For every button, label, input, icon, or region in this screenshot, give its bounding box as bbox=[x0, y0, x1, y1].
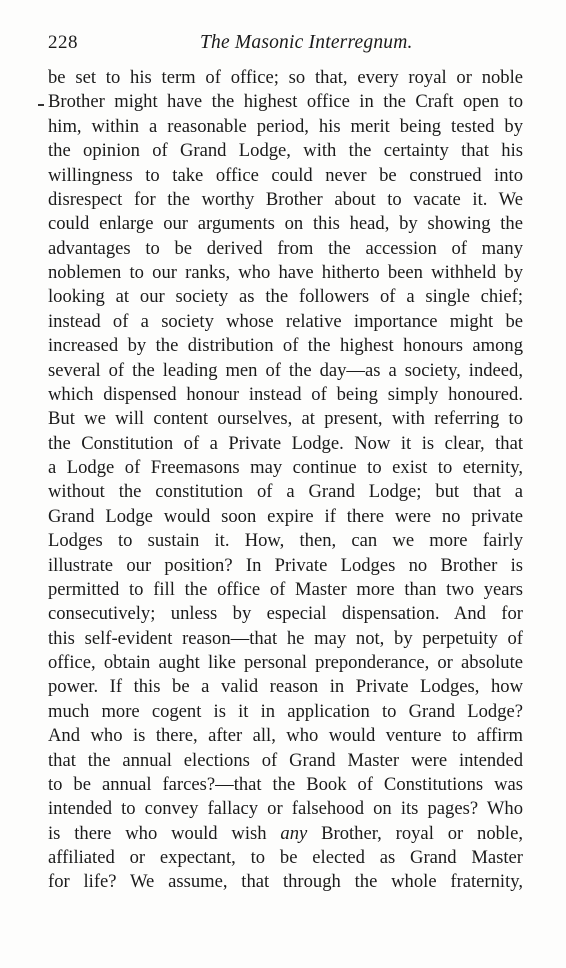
line-segment: is there who would wish bbox=[48, 822, 267, 844]
text-line: a Lodge of Freemasons may continue to exist to eternity, bbox=[48, 457, 523, 478]
text-line: several of the leading men of the day—as a society, indeed, bbox=[48, 359, 523, 381]
text-line: intended to convey fallacy or falsehood on its pages? Who bbox=[48, 798, 523, 820]
page-header bbox=[48, 28, 528, 58]
page-number: 228 bbox=[48, 32, 78, 53]
body-text bbox=[48, 66, 523, 895]
text-line: office, obtain aught like personal preponderance, or absolute bbox=[48, 652, 523, 673]
text-line: disrespect for the worthy Brother about to vacate it. We bbox=[48, 188, 523, 210]
text-line: illustrate our position? In Private Lodges no Brother is bbox=[48, 554, 523, 576]
text-line: him, within a reasonable period, his merit being tested by bbox=[48, 115, 523, 137]
text-line: affiliated or expectant, to be elected as Grand Master bbox=[48, 847, 523, 868]
margin-mark bbox=[38, 104, 44, 106]
text-line: could enlarge our arguments on this head, by showing the bbox=[48, 213, 523, 235]
text-line-with-italic bbox=[48, 822, 523, 846]
running-title: The Masonic Interregnum. bbox=[200, 32, 413, 53]
text-line: the opinion of Grand Lodge, with the certainty that his bbox=[48, 140, 523, 162]
text-line: advantages to be derived from the accession of many bbox=[48, 237, 523, 259]
text-line: much more cogent is it in application to Grand Lodge? bbox=[48, 700, 523, 722]
text-line: consecutively; unless by especial dispensation. And for bbox=[48, 603, 523, 625]
text-line: Brother might have the highest office in the Craft open to bbox=[48, 91, 523, 113]
italic-word: any bbox=[280, 822, 308, 844]
line-segment: Brother, royal or noble, bbox=[321, 822, 523, 844]
text-line: noblemen to our ranks, who have hitherto been withheld by bbox=[48, 262, 523, 283]
text-line: that the annual elections of Grand Master were intended bbox=[48, 749, 523, 771]
text-line: willingness to take office could never be construed into bbox=[48, 164, 523, 186]
text-line: this self-evident reason—that he may not, by perpetuity of bbox=[48, 627, 523, 649]
text-line: looking at our society as the followers of a single chief; bbox=[48, 286, 523, 308]
text-line: for life? We assume, that through the whole fraternity, bbox=[48, 871, 523, 893]
text-line: permitted to fill the office of Master more than two years bbox=[48, 578, 523, 600]
text-line: Lodges to sustain it. How, then, can we more fairly bbox=[48, 530, 523, 552]
text-line: the Constitution of a Private Lodge. Now it is clear, that bbox=[48, 432, 523, 454]
text-line: be set to his term of office; so that, every royal or noble bbox=[48, 67, 523, 88]
text-line: which dispensed honour instead of being simply honoured. bbox=[48, 383, 523, 405]
text-line: But we will content ourselves, at present, with referring to bbox=[48, 408, 523, 430]
text-line: And who is there, after all, who would venture to affirm bbox=[48, 725, 523, 747]
text-line: power. If this be a valid reason in Private Lodges, how bbox=[48, 676, 523, 698]
text-line: to be annual farces?—that the Book of Constitutions was bbox=[48, 773, 523, 795]
text-line: increased by the distribution of the highest honours among bbox=[48, 335, 523, 357]
text-line: instead of a society whose relative importance might be bbox=[48, 310, 523, 332]
text-line: Grand Lodge would soon expire if there were no private bbox=[48, 505, 523, 527]
text-line: without the constitution of a Grand Lodge; but that a bbox=[48, 481, 523, 503]
